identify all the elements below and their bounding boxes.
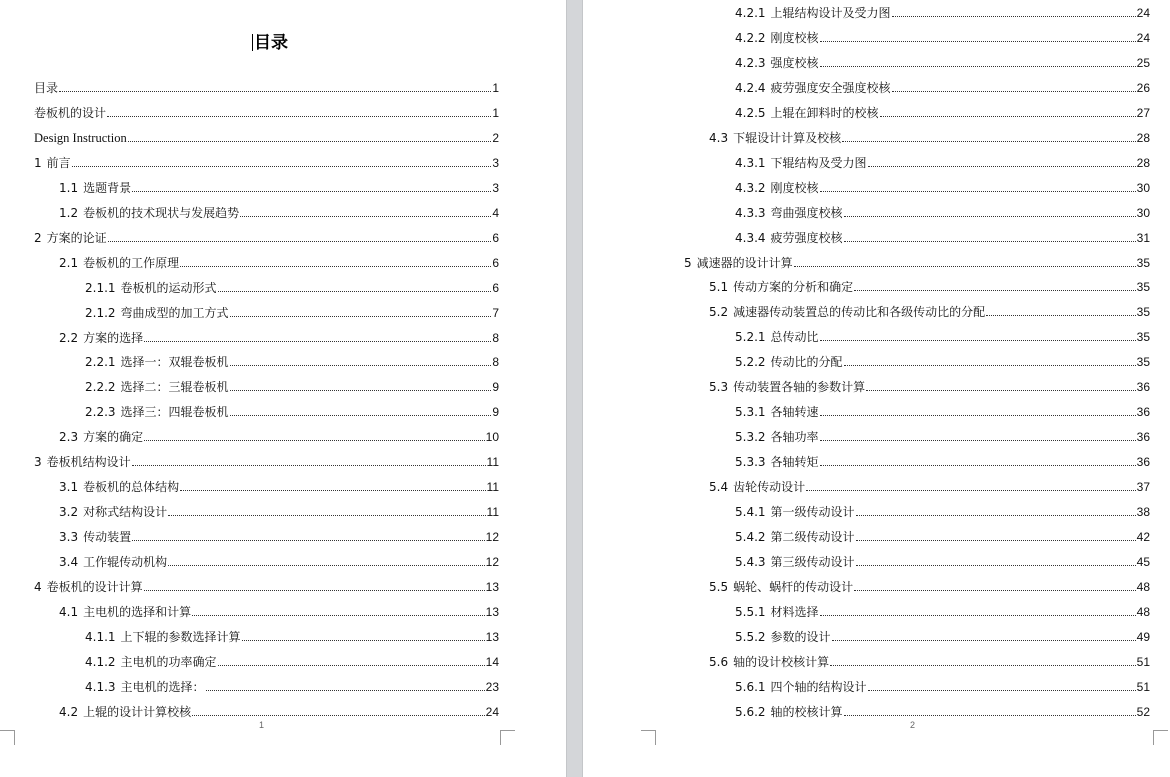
dot-leader bbox=[218, 665, 485, 666]
toc-entry-page: 9 bbox=[492, 405, 499, 420]
toc-entry-title: 卷板机的运动形式 bbox=[120, 280, 217, 295]
toc-entry-page: 45 bbox=[1136, 554, 1150, 569]
dot-leader bbox=[230, 365, 492, 366]
toc-entry-title: 方案的选择 bbox=[83, 330, 144, 345]
toc-entry-title: 蜗轮、蜗杆的传动设计 bbox=[733, 579, 854, 594]
toc-entry[interactable] bbox=[735, 229, 1150, 245]
toc-entry-title: 卷板机结构设计 bbox=[46, 455, 131, 470]
toc-entry-title: 传动比的分配 bbox=[770, 355, 843, 370]
toc-entry-number: 5.5.1 bbox=[735, 604, 766, 619]
dot-leader bbox=[218, 291, 492, 292]
toc-entry-number: 4.3.3 bbox=[735, 205, 766, 220]
document-page-1 bbox=[0, 0, 566, 777]
toc-entry-number: 4.3.2 bbox=[735, 180, 766, 195]
dot-leader bbox=[132, 465, 486, 466]
toc-entry[interactable] bbox=[735, 453, 1150, 469]
toc-entry-title: 减速器的设计计算 bbox=[696, 255, 793, 270]
toc-entry-title: 总传动比 bbox=[770, 330, 819, 345]
toc-entry-title: 下辊设计计算及校核 bbox=[733, 130, 842, 145]
toc-entry[interactable] bbox=[85, 653, 499, 669]
toc-entry-number: 5.4.1 bbox=[735, 505, 766, 519]
toc-entry-title: 卷板机的设计 bbox=[34, 105, 107, 120]
dot-leader bbox=[168, 565, 485, 566]
dot-leader bbox=[230, 390, 492, 391]
toc-entry-page: 31 bbox=[1136, 230, 1150, 245]
toc-entry[interactable] bbox=[735, 503, 1150, 519]
toc-entry[interactable] bbox=[85, 304, 499, 320]
toc-entry-title: 选择二：三辊卷板机 bbox=[120, 380, 229, 395]
toc-entry-page: 11 bbox=[486, 455, 499, 470]
dot-leader bbox=[59, 91, 491, 92]
dot-leader bbox=[820, 440, 1136, 441]
toc-entry-number: 4.1.1 bbox=[85, 629, 116, 644]
toc-entry-title: 材料选择 bbox=[770, 604, 819, 619]
toc-entry-page: 35 bbox=[1136, 330, 1150, 345]
toc-entry[interactable] bbox=[735, 553, 1150, 569]
toc-entry-title: 弯曲成型的加工方式 bbox=[120, 305, 229, 320]
toc-entry-title: 传动装置 bbox=[83, 530, 132, 545]
toc-entry-title: 下辊结构及受力图 bbox=[770, 155, 867, 170]
dot-leader bbox=[820, 615, 1136, 616]
dot-leader bbox=[820, 191, 1136, 192]
dot-leader bbox=[820, 340, 1136, 341]
toc-entry-title: 上辊结构设计及受力图 bbox=[770, 6, 891, 20]
toc-entry-title: 强度校核 bbox=[770, 55, 819, 70]
dot-leader bbox=[128, 141, 492, 142]
toc-entry-title: 第二级传动设计 bbox=[770, 529, 855, 544]
toc-entry-page: 1 bbox=[492, 105, 499, 120]
dot-leader bbox=[868, 166, 1136, 167]
toc-entry-number: 2.3 bbox=[59, 430, 79, 445]
dot-leader bbox=[806, 490, 1136, 491]
toc-entry[interactable] bbox=[34, 104, 499, 120]
dot-leader bbox=[144, 590, 485, 591]
toc-entry[interactable] bbox=[59, 478, 499, 494]
toc-entry-page: 35 bbox=[1136, 255, 1150, 270]
toc-entry-page: 24 bbox=[485, 704, 499, 719]
toc-entry-number: 4.2.3 bbox=[735, 55, 766, 70]
toc-entry[interactable] bbox=[59, 428, 499, 444]
toc-entry[interactable] bbox=[59, 603, 499, 619]
toc-entry-number: 4.3 bbox=[709, 130, 729, 145]
toc-entry-number: 2.1 bbox=[59, 255, 79, 270]
toc-entry-title: 主电机的选择： bbox=[120, 679, 205, 694]
dot-leader bbox=[230, 415, 492, 416]
toc-entry-page: 24 bbox=[1136, 30, 1150, 45]
toc-entry[interactable] bbox=[34, 229, 499, 245]
toc-entry[interactable] bbox=[735, 54, 1150, 70]
toc-entry-page: 7 bbox=[492, 305, 499, 320]
toc-entry-title: 第三级传动设计 bbox=[770, 554, 855, 569]
toc-entry[interactable] bbox=[684, 254, 1150, 270]
toc-entry-title: 上下辊的参数选择计算 bbox=[120, 629, 241, 644]
page-gutter bbox=[566, 0, 583, 777]
toc-entry[interactable] bbox=[735, 179, 1150, 195]
toc-entry-number: 1 bbox=[34, 155, 42, 170]
toc-entry-page: 36 bbox=[1136, 455, 1150, 470]
toc-entry[interactable] bbox=[34, 79, 499, 95]
toc-entry[interactable] bbox=[59, 329, 499, 345]
dot-leader bbox=[820, 66, 1136, 67]
toc-entry-number: 5.1 bbox=[709, 280, 729, 295]
toc-entry-title: 传动方案的分析和确定 bbox=[733, 280, 854, 295]
toc-entry-page: 12 bbox=[485, 555, 499, 570]
toc-entry-title: 卷板机的工作原理 bbox=[83, 255, 180, 270]
toc-entry-number: 5.5.2 bbox=[735, 629, 766, 644]
toc-entry-title: 参数的设计 bbox=[770, 629, 831, 644]
toc-entry[interactable] bbox=[709, 129, 1150, 145]
toc-entry-number: 4.2.1 bbox=[735, 6, 766, 20]
dot-leader bbox=[820, 41, 1136, 42]
toc-entry[interactable] bbox=[735, 403, 1150, 419]
dot-leader bbox=[868, 690, 1136, 691]
dot-leader bbox=[856, 540, 1136, 541]
toc-entry-page: 35 bbox=[1136, 305, 1150, 320]
toc-entry-title: 传动装置各轴的参数计算 bbox=[733, 380, 866, 395]
toc-entry-number: 2.1.1 bbox=[85, 280, 116, 295]
toc-entry-title: 各轴功率 bbox=[770, 430, 819, 445]
toc-entry-number: 4.1 bbox=[59, 604, 79, 619]
toc-entry-page: 6 bbox=[492, 230, 499, 245]
toc-entry-page: 28 bbox=[1136, 130, 1150, 145]
toc-entry-number: 4.3.1 bbox=[735, 155, 766, 170]
toc-entry[interactable] bbox=[59, 703, 499, 719]
toc-entry-page: 8 bbox=[492, 355, 499, 370]
toc-entry[interactable] bbox=[735, 528, 1150, 544]
dot-leader bbox=[854, 290, 1136, 291]
dot-leader bbox=[820, 465, 1136, 466]
toc-entry-title: 方案的论证 bbox=[46, 230, 107, 245]
toc-entry-page: 37 bbox=[1136, 480, 1150, 495]
dot-leader bbox=[144, 341, 491, 342]
page-corner-mark bbox=[0, 730, 15, 745]
dot-leader bbox=[830, 665, 1136, 666]
toc-entry-number: 5.2 bbox=[709, 305, 729, 320]
dot-leader bbox=[866, 390, 1136, 391]
dot-leader bbox=[844, 365, 1136, 366]
dot-leader bbox=[820, 415, 1136, 416]
toc-entry[interactable] bbox=[59, 204, 499, 220]
toc-entry-number: 5.6 bbox=[709, 654, 729, 669]
toc-entry-number: 1.1 bbox=[59, 180, 79, 195]
toc-entry[interactable] bbox=[735, 678, 1150, 694]
toc-entry-page: 25 bbox=[1136, 55, 1150, 70]
toc-entry-title: 主电机的功率确定 bbox=[120, 654, 217, 669]
toc-entry-page: 14 bbox=[485, 654, 499, 669]
toc-entry[interactable] bbox=[735, 703, 1150, 719]
toc-entry-page: 4 bbox=[492, 205, 499, 220]
toc-entry[interactable] bbox=[59, 254, 499, 270]
toc-entry-number: 5.4 bbox=[709, 480, 729, 495]
toc-entry[interactable] bbox=[59, 553, 499, 569]
toc-entry-title: 四个轴的结构设计 bbox=[770, 679, 867, 694]
toc-entry-number: 4.2.2 bbox=[735, 30, 766, 45]
dot-leader bbox=[842, 141, 1136, 142]
toc-entry-title: 上辊在卸料时的校核 bbox=[770, 105, 879, 120]
dot-leader bbox=[242, 640, 485, 641]
toc-entry-number: 4.3.4 bbox=[735, 230, 766, 245]
toc-entry-title: 第一级传动设计 bbox=[770, 505, 855, 519]
toc-entry-number: 3.2 bbox=[59, 505, 79, 520]
toc-entry-page: 27 bbox=[1136, 105, 1150, 120]
toc-entry-title: 轴的校核计算 bbox=[770, 704, 843, 719]
toc-entry-title: Design Instruction bbox=[34, 130, 127, 145]
toc-entry-page: 6 bbox=[492, 255, 499, 270]
toc-entry-number: 4.1.2 bbox=[85, 654, 116, 669]
toc-entry-page: 13 bbox=[485, 580, 499, 594]
dot-leader bbox=[856, 565, 1136, 566]
toc-entry[interactable] bbox=[85, 403, 499, 419]
dot-leader bbox=[856, 515, 1136, 516]
toc-title bbox=[0, 28, 540, 53]
toc-entry-title: 卷板机的设计计算 bbox=[46, 580, 143, 594]
toc-entry-title: 上辊的设计计算校核 bbox=[83, 704, 192, 719]
page-corner-mark bbox=[1153, 730, 1168, 745]
toc-entry-title: 齿轮传动设计 bbox=[733, 480, 806, 495]
toc-entry-number: 5.3 bbox=[709, 380, 729, 395]
toc-entry[interactable] bbox=[59, 503, 499, 519]
toc-entry-page: 6 bbox=[492, 280, 499, 295]
toc-entry[interactable] bbox=[85, 378, 499, 394]
toc-entry-number: 4.2.4 bbox=[735, 80, 766, 95]
toc-entry-page: 35 bbox=[1136, 280, 1150, 295]
dot-leader bbox=[832, 640, 1136, 641]
dot-leader bbox=[854, 590, 1136, 591]
toc-entry-number: 5.4.2 bbox=[735, 529, 766, 544]
toc-entry[interactable] bbox=[85, 353, 499, 369]
toc-entry-title: 疲劳强度校核 bbox=[770, 230, 843, 245]
toc-entry-title: 对称式结构设计 bbox=[83, 505, 168, 520]
toc-entry-number: 5 bbox=[684, 255, 692, 270]
toc-entry-page: 11 bbox=[486, 480, 499, 495]
toc-entry[interactable] bbox=[85, 628, 499, 644]
toc-entry-number: 5.5 bbox=[709, 579, 729, 594]
page-number: 1 bbox=[259, 720, 265, 730]
toc-entry-title: 方案的确定 bbox=[83, 430, 144, 445]
toc-entry[interactable] bbox=[709, 303, 1150, 319]
toc-entry-number: 3.4 bbox=[59, 555, 79, 570]
dot-leader bbox=[844, 241, 1136, 242]
toc-entry[interactable] bbox=[709, 578, 1150, 594]
toc-entry-number: 5.3.1 bbox=[735, 405, 766, 420]
toc-entry-page: 12 bbox=[485, 530, 499, 545]
toc-entry-number: 2.2.2 bbox=[85, 380, 116, 395]
toc-entry-title: 选择一：双辊卷板机 bbox=[120, 355, 229, 370]
toc-entry-number: 2.1.2 bbox=[85, 305, 116, 320]
toc-entry[interactable] bbox=[735, 79, 1150, 95]
toc-entry-page: 38 bbox=[1136, 505, 1150, 519]
toc-entry-page: 35 bbox=[1136, 355, 1150, 370]
toc-entry[interactable] bbox=[735, 4, 1150, 20]
toc-entry-title: 刚度校核 bbox=[770, 180, 819, 195]
toc-entry-number: 4.2.5 bbox=[735, 105, 766, 120]
toc-entry[interactable] bbox=[85, 279, 499, 295]
dot-leader bbox=[132, 540, 485, 541]
dot-leader bbox=[192, 615, 485, 616]
toc-entry-page: 36 bbox=[1136, 380, 1150, 395]
toc-entry[interactable] bbox=[34, 578, 499, 594]
toc-entry-page: 2 bbox=[492, 130, 499, 145]
toc-entry-page: 48 bbox=[1136, 579, 1150, 594]
toc-entry-page: 28 bbox=[1136, 155, 1150, 170]
dot-leader bbox=[144, 440, 485, 441]
toc-entry[interactable] bbox=[59, 528, 499, 544]
toc-entry[interactable] bbox=[34, 453, 499, 469]
toc-title-text: 目录 bbox=[254, 33, 288, 53]
toc-entry-number: 3 bbox=[34, 455, 42, 470]
dot-leader bbox=[986, 315, 1136, 316]
toc-entry[interactable] bbox=[735, 328, 1150, 344]
toc-entry[interactable] bbox=[34, 154, 499, 170]
dot-leader bbox=[230, 316, 492, 317]
dot-leader bbox=[794, 266, 1136, 267]
toc-entry-title: 前言 bbox=[46, 155, 71, 170]
dot-leader bbox=[892, 16, 1136, 17]
dot-leader bbox=[206, 690, 485, 691]
toc-entry-number: 4 bbox=[34, 580, 42, 594]
toc-entry-page: 52 bbox=[1136, 704, 1150, 719]
toc-entry-page: 8 bbox=[492, 330, 499, 345]
toc-entry[interactable] bbox=[735, 603, 1150, 619]
toc-entry-title: 选题背景 bbox=[83, 180, 132, 195]
toc-entry[interactable] bbox=[735, 154, 1150, 170]
toc-entry[interactable] bbox=[709, 278, 1150, 294]
toc-entry-number: 5.3.3 bbox=[735, 455, 766, 470]
page-corner-mark bbox=[641, 730, 656, 745]
toc-entry-number: 4.2 bbox=[59, 704, 79, 719]
toc-entry-title: 主电机的选择和计算 bbox=[83, 604, 192, 619]
toc-entry-number: 3.1 bbox=[59, 480, 79, 495]
toc-entry-page: 30 bbox=[1136, 205, 1150, 220]
toc-entry-number: 2 bbox=[34, 230, 42, 245]
toc-entry[interactable] bbox=[735, 204, 1150, 220]
toc-entry-title: 疲劳强度安全强度校核 bbox=[770, 80, 891, 95]
toc-entry-page: 11 bbox=[486, 505, 499, 520]
toc-entry-page: 49 bbox=[1136, 629, 1150, 644]
toc-entry-page: 3 bbox=[492, 155, 499, 170]
toc-entry[interactable] bbox=[735, 29, 1150, 45]
toc-entry-number: 2.2 bbox=[59, 330, 79, 345]
dot-leader bbox=[168, 515, 485, 516]
toc-entry-title: 卷板机的技术现状与发展趋势 bbox=[83, 205, 240, 220]
toc-entry-title: 工作辊传动机构 bbox=[83, 555, 168, 570]
toc-entry-page: 48 bbox=[1136, 604, 1150, 619]
toc-entry[interactable] bbox=[735, 628, 1150, 644]
dot-leader bbox=[108, 241, 492, 242]
toc-entry-page: 13 bbox=[485, 629, 499, 644]
toc-entry-number: 2.2.3 bbox=[85, 405, 116, 420]
toc-entry-number: 2.2.1 bbox=[85, 355, 116, 370]
toc-entry-title: 各轴转速 bbox=[770, 405, 819, 420]
dot-leader bbox=[240, 216, 491, 217]
toc-entry-page: 42 bbox=[1136, 529, 1150, 544]
toc-entry[interactable] bbox=[709, 378, 1150, 394]
toc-entry-page: 23 bbox=[485, 679, 499, 694]
toc-entry-page: 51 bbox=[1136, 654, 1150, 669]
toc-entry[interactable] bbox=[709, 653, 1150, 669]
toc-entry-title: 减速器传动装置总的传动比和各级传动比的分配 bbox=[733, 305, 986, 320]
toc-entry-number: 5.3.2 bbox=[735, 430, 766, 445]
toc-entry-page: 1 bbox=[492, 81, 499, 95]
text-cursor bbox=[252, 34, 253, 51]
toc-entry-page: 26 bbox=[1136, 80, 1150, 95]
toc-entry-page: 36 bbox=[1136, 430, 1150, 445]
dot-leader bbox=[107, 116, 491, 117]
toc-entry-number: 5.6.2 bbox=[735, 704, 766, 719]
toc-entry-page: 51 bbox=[1136, 679, 1150, 694]
toc-entry-number: 5.6.1 bbox=[735, 679, 766, 694]
toc-entry-page: 30 bbox=[1136, 180, 1150, 195]
toc-entry-title: 各轴转矩 bbox=[770, 455, 819, 470]
dot-leader bbox=[192, 715, 485, 716]
toc-entry-title: 目录 bbox=[34, 81, 59, 95]
toc-entry-page: 10 bbox=[485, 430, 499, 445]
toc-entry-title: 卷板机的总体结构 bbox=[83, 480, 180, 495]
dot-leader bbox=[132, 191, 491, 192]
document-page-2 bbox=[583, 0, 1170, 777]
toc-entry-page: 36 bbox=[1136, 405, 1150, 420]
toc-entry-page: 24 bbox=[1136, 6, 1150, 20]
toc-entry[interactable] bbox=[59, 179, 499, 195]
toc-entry-number: 3.3 bbox=[59, 530, 79, 545]
toc-entry-number: 1.2 bbox=[59, 205, 79, 220]
toc-entry[interactable] bbox=[34, 129, 499, 145]
dot-leader bbox=[844, 216, 1136, 217]
toc-entry-title: 弯曲强度校核 bbox=[770, 205, 843, 220]
toc-entry[interactable] bbox=[85, 678, 499, 694]
dot-leader bbox=[180, 266, 491, 267]
page-corner-mark bbox=[500, 730, 515, 745]
dot-leader bbox=[180, 490, 485, 491]
toc-entry-page: 9 bbox=[492, 380, 499, 395]
toc-entry-title: 选择三：四辊卷板机 bbox=[120, 405, 229, 420]
toc-entry-page: 13 bbox=[485, 604, 499, 619]
toc-entry-title: 轴的设计校核计算 bbox=[733, 654, 830, 669]
dot-leader bbox=[880, 116, 1136, 117]
dot-leader bbox=[72, 166, 492, 167]
toc-entry-number: 5.2.1 bbox=[735, 330, 766, 345]
toc-entry-number: 4.1.3 bbox=[85, 679, 116, 694]
toc-entry-number: 5.4.3 bbox=[735, 554, 766, 569]
page-number: 2 bbox=[910, 720, 916, 730]
toc-entry-number: 5.2.2 bbox=[735, 355, 766, 370]
toc-entry[interactable] bbox=[735, 428, 1150, 444]
dot-leader bbox=[892, 91, 1136, 92]
toc-entry-page: 3 bbox=[492, 180, 499, 195]
toc-entry[interactable] bbox=[735, 104, 1150, 120]
toc-entry[interactable] bbox=[735, 353, 1150, 369]
toc-entry-title: 刚度校核 bbox=[770, 30, 819, 45]
toc-entry[interactable] bbox=[709, 478, 1150, 494]
dot-leader bbox=[844, 715, 1136, 716]
